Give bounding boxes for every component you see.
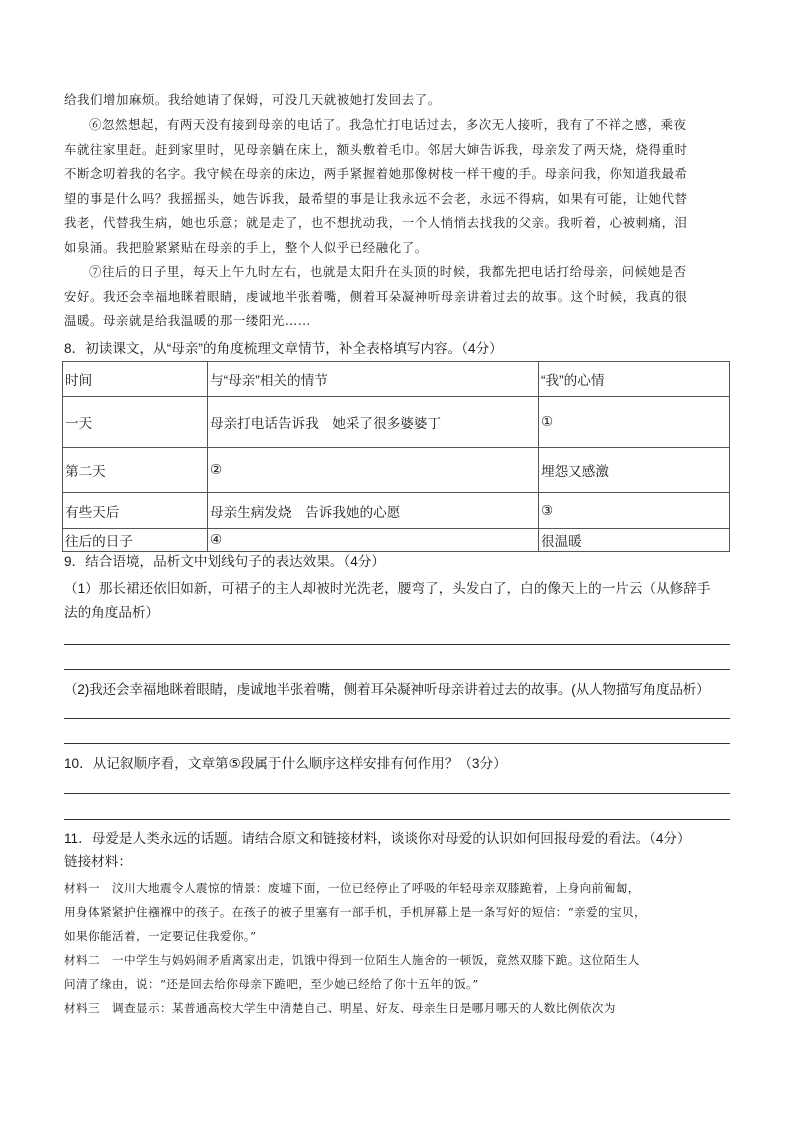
- paragraph-6: [64, 113, 730, 260]
- material-line: 材料一 汶川大地震令人震惊的情景：废墟下面，一位已经停止了呼吸的年轻母亲双膝跪着，上身向前匍匐，: [64, 881, 640, 895]
- material-2: [64, 948, 730, 996]
- table-row: [63, 493, 730, 529]
- table-cell: 第二天: [63, 448, 208, 493]
- table-header-cell: 与“母亲”相关的情节: [208, 362, 539, 397]
- paragraph-line: 安好。我还会幸福地眯着眼睛，虔诚地半张着嘴，侧着耳朵凝神听母亲讲着过去的故事。这个时候，我真的很: [64, 288, 688, 304]
- question-9-prompt: 9．结合语境，品析文中划线句子的表达效果。（4分）: [64, 554, 385, 569]
- answer-line[interactable]: [64, 743, 730, 744]
- passage-text: 给我们增加麻烦。我给她请了保姆，可没几天就被她打发回去了。: [64, 92, 441, 107]
- material-line: 材料二 一中学生与妈妈闹矛盾离家出走，饥饿中得到一位陌生人施舍的一顿饭，竟然双膝下跪。这位陌生人: [64, 953, 640, 967]
- table-cell: 往后的日子: [63, 529, 208, 552]
- material-3: [64, 996, 730, 1020]
- material-1: [64, 876, 730, 948]
- material-line: 如果你能活着，一定要记住我爱你。”: [64, 929, 257, 943]
- paragraph-line: 不断念叨着我的名字。我守候在母亲的床边，两手紧握着她那像树枝一样干瘦的手。母亲问我，你知道我最希: [64, 166, 688, 181]
- table-cell: 一天: [63, 397, 208, 448]
- material-line: 材料三 调查显示：某普通高校大学生中清楚自己、明星、好友、母亲生日是哪月哪天的人数比例依次为: [64, 1001, 616, 1015]
- paragraph-7: [64, 260, 730, 334]
- answer-line[interactable]: [64, 819, 730, 820]
- paragraph-line: 我老，代替我生病，她也乐意；就是走了，也不想扰动我，一个人悄悄去找我的父亲。我听着，心被刺痛，泪: [64, 215, 688, 230]
- table-header-cell: “我”的心情: [539, 362, 730, 397]
- table-cell: 埋怨又感激: [539, 448, 730, 493]
- question-11-prompt: 11．母爱是人类永远的话题。请结合原文和链接材料，谈谈你对母爱的认识如何回报母爱的看法。（4分）: [64, 831, 691, 846]
- question-9-item-2: （2)我还会幸福地眯着眼睛，虔诚地半张着嘴，侧着耳朵凝神听母亲讲着过去的故事。(从人物描写角度品析）: [64, 682, 710, 697]
- plot-table: [62, 361, 730, 552]
- question-9-item-1: [64, 577, 730, 625]
- answer-line[interactable]: [64, 718, 730, 719]
- answer-blank-cell[interactable]: ③: [539, 493, 730, 529]
- link-material-label: 链接材料：: [64, 854, 132, 869]
- answer-line[interactable]: [64, 669, 730, 670]
- answer-line[interactable]: [64, 644, 730, 645]
- paragraph-line: 车就往家里赶。赶到家里时，见母亲躺在床上，额头敷着毛巾。邻居大婶告诉我，母亲发了两天烧，烧得重时: [64, 141, 688, 157]
- table-header-row: [63, 362, 730, 397]
- table-cell: 很温暖: [539, 529, 730, 552]
- question-10-prompt: 10．从记叙顺序看，文章第⑤段属于什么顺序这样安排有何作用？（3分）: [64, 756, 507, 771]
- table-header-cell: 时间: [63, 362, 208, 397]
- item-text: 法的角度品析）: [64, 605, 160, 620]
- answer-line[interactable]: [64, 793, 730, 794]
- answer-blank-cell[interactable]: ④: [208, 529, 539, 552]
- paragraph-line: 温暖。母亲就是给我温暖的那一缕阳光……: [64, 313, 311, 328]
- paragraph-line: ⑦往后的日子里，每天上午九时左右，也就是太阳升在头顶的时候，我都先把电话打给母亲，问候她是否: [89, 264, 687, 279]
- table-cell: 母亲生病发烧 告诉我她的心愿: [208, 493, 539, 529]
- material-line: 用身体紧紧护住襁褓中的孩子。在孩子的被子里塞有一部手机，手机屏幕上是一条写好的短信：“亲爱的宝贝，: [64, 905, 647, 919]
- paragraph-line: 如泉涌。我把脸紧紧贴在母亲的手上，整个人似乎已经融化了。: [64, 239, 428, 255]
- material-line: 问清了缘由，说：“还是回去给你母亲下跪吧，至少她已经给了你十五年的饭。”: [64, 977, 479, 991]
- table-cell: 母亲打电话告诉我 她采了很多婆婆丁: [208, 397, 539, 448]
- paragraph-line: 望的事是什么吗？我摇摇头，她告诉我，最希望的事是让我永远不会老，永远不得病，如果有可能，让她代替: [64, 190, 688, 206]
- item-text: （1）那长裙还依旧如新，可裙子的主人却被时光洗老，腰弯了，头发白了，白的像天上的一片云（从修辞手: [64, 581, 711, 596]
- answer-blank-cell[interactable]: ①: [539, 397, 730, 448]
- question-8-prompt: 8．初读课文，从“母亲”的角度梳理文章情节，补全表格填写内容。（4分）: [64, 341, 503, 356]
- table-row: [63, 529, 730, 552]
- table-row: [63, 397, 730, 448]
- table-cell: 有些天后: [63, 493, 208, 529]
- passage-line: [64, 88, 730, 113]
- answer-blank-cell[interactable]: ②: [208, 448, 539, 493]
- table-row: [63, 448, 730, 493]
- paragraph-line: ⑥忽然想起，有两天没有接到母亲的电话了。我急忙打电话过去，多次无人接听，我有了不祥之感，乘夜: [89, 117, 687, 132]
